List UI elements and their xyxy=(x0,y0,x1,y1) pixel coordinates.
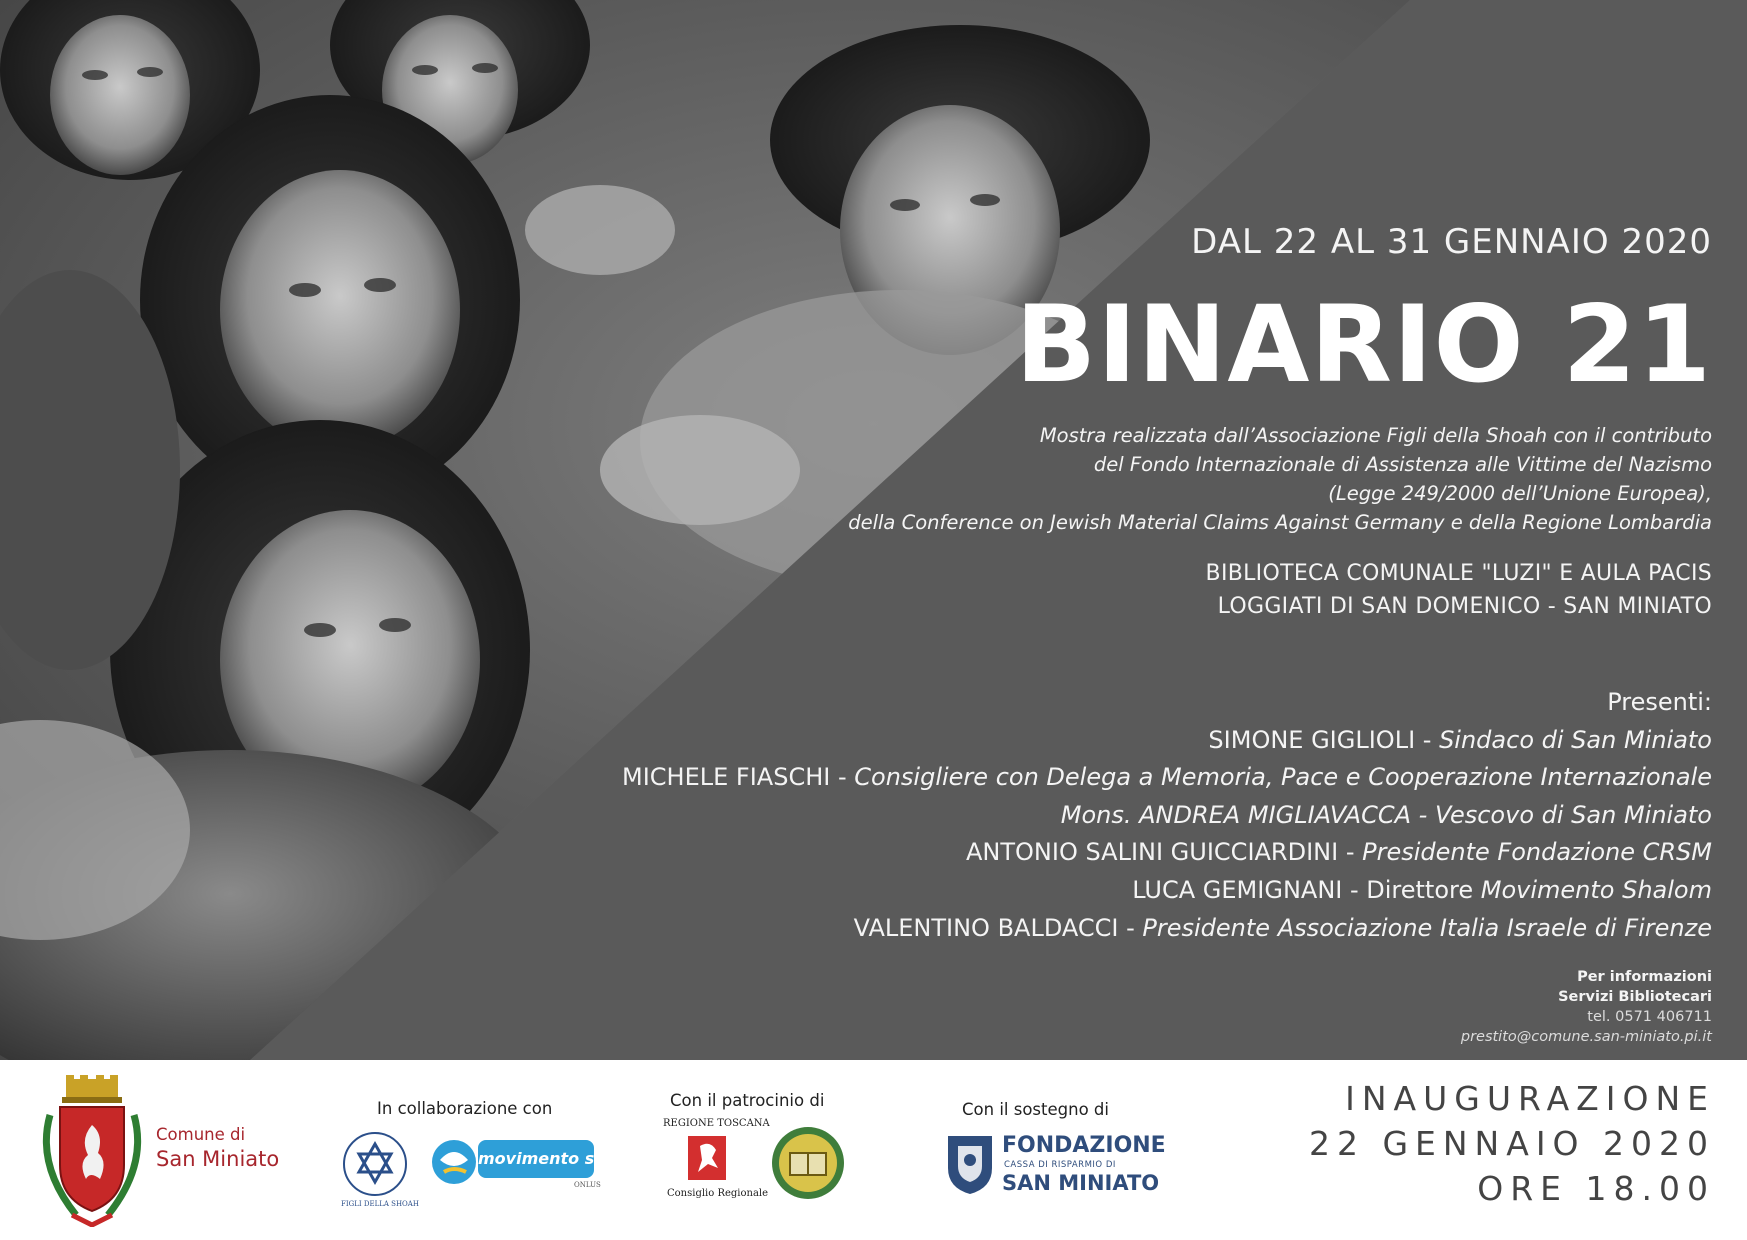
guest-name: LUCA GEMIGNANI - Direttore xyxy=(1132,875,1481,904)
footer-band xyxy=(0,1060,1747,1240)
inauguration-date: 22 GENNAIO 2020 xyxy=(1308,1124,1715,1163)
comune-crest-icon xyxy=(36,1075,148,1227)
regione-toscana-emblem-icon xyxy=(688,1136,726,1180)
guest-name: MICHELE FIASCHI - xyxy=(622,763,855,792)
inauguration-label: INAUGURAZIONE xyxy=(1345,1079,1715,1118)
guest-role: Presidente Associazione Italia Israele di Firenze xyxy=(1142,913,1712,942)
guest-row xyxy=(622,797,1712,835)
guest-row xyxy=(622,910,1712,948)
exhibition-title: BINARIO 21 xyxy=(1015,283,1712,406)
guest-row xyxy=(622,872,1712,910)
guest-name: SIMONE GIGLIOLI - xyxy=(1208,725,1440,754)
guest-role: Movimento Shalom xyxy=(1480,875,1712,904)
globe-icon xyxy=(430,1138,478,1186)
guest-role: Presidente Fondazione CRSM xyxy=(1362,838,1712,867)
fondazione-line-1: FONDAZIONE xyxy=(1002,1133,1166,1158)
provincia-seal-icon xyxy=(770,1125,846,1201)
patrocinio-label: Con il patrocinio di xyxy=(670,1091,825,1110)
contact-info xyxy=(1461,967,1712,1047)
guest-role: Sindaco di San Miniato xyxy=(1439,725,1712,754)
comune-line-2: San Miniato xyxy=(156,1147,280,1171)
guest-role: Mons. ANDREA MIGLIAVACCA - Vescovo di San Miniato xyxy=(1060,800,1712,829)
shalom-onlus: ONLUS xyxy=(574,1181,601,1189)
sostegno-label: Con il sostegno di xyxy=(962,1100,1109,1119)
description-line: della Conference on Jewish Material Claims Against Germany e della Regione Lombardia xyxy=(848,511,1712,534)
description-line: del Fondo Internazionale di Assistenza alle Vittime del Nazismo xyxy=(1093,453,1712,476)
date-range: DAL 22 AL 31 GENNAIO 2020 xyxy=(1191,222,1712,262)
inauguration-time: ORE 18.00 xyxy=(1477,1169,1715,1208)
venue-line-1: BIBLIOTECA COMUNALE "LUZI" E AULA PACIS xyxy=(1205,561,1712,586)
guests-list xyxy=(622,684,1712,947)
guests-heading: Presenti: xyxy=(1607,688,1712,716)
info-office: Servizi Bibliotecari xyxy=(1558,989,1712,1005)
guest-name: ANTONIO SALINI GUICCIARDINI - xyxy=(966,838,1363,867)
info-email-link[interactable]: prestito@comune.san-miniato.pi.it xyxy=(1460,1029,1712,1045)
inauguration-block xyxy=(1309,1076,1715,1211)
guest-row xyxy=(622,834,1712,872)
info-phone: tel. 0571 406711 xyxy=(1587,1009,1712,1025)
comune-name xyxy=(156,1124,279,1172)
guest-row xyxy=(622,759,1712,797)
figli-della-shoah-logo-icon xyxy=(341,1130,409,1198)
regione-toscana-text: REGIONE TOSCANA xyxy=(663,1118,770,1129)
collab-label: In collaborazione con xyxy=(377,1099,553,1118)
fondazione-crest-icon xyxy=(944,1132,996,1196)
guest-name: VALENTINO BALDACCI - xyxy=(853,913,1143,942)
venue xyxy=(1206,557,1712,623)
description-line: Mostra realizzata dall’Associazione Figli della Shoah con il contributo xyxy=(1039,424,1712,447)
venue-line-2: LOGGIATI DI SAN DOMENICO - SAN MINIATO xyxy=(1217,594,1712,619)
guest-row xyxy=(622,722,1712,760)
guest-role: Consigliere con Delega a Memoria, Pace e Cooperazione Internazionale xyxy=(854,763,1712,792)
fondazione-line-3: SAN MINIATO xyxy=(1002,1171,1160,1195)
exhibition-description xyxy=(848,421,1712,537)
description-line: (Legge 249/2000 dell’Unione Europea), xyxy=(1328,482,1712,505)
comune-line-1: Comune di xyxy=(156,1125,246,1144)
consiglio-regionale-text: Consiglio Regionale xyxy=(667,1188,769,1199)
figli-logo-text: FIGLI DELLA SHOAH xyxy=(341,1200,419,1208)
shalom-logo: movimento shalom xyxy=(478,1140,594,1178)
info-heading: Per informazioni xyxy=(1577,969,1712,985)
fondazione-line-2: CASSA DI RISPARMIO DI xyxy=(1004,1160,1116,1170)
